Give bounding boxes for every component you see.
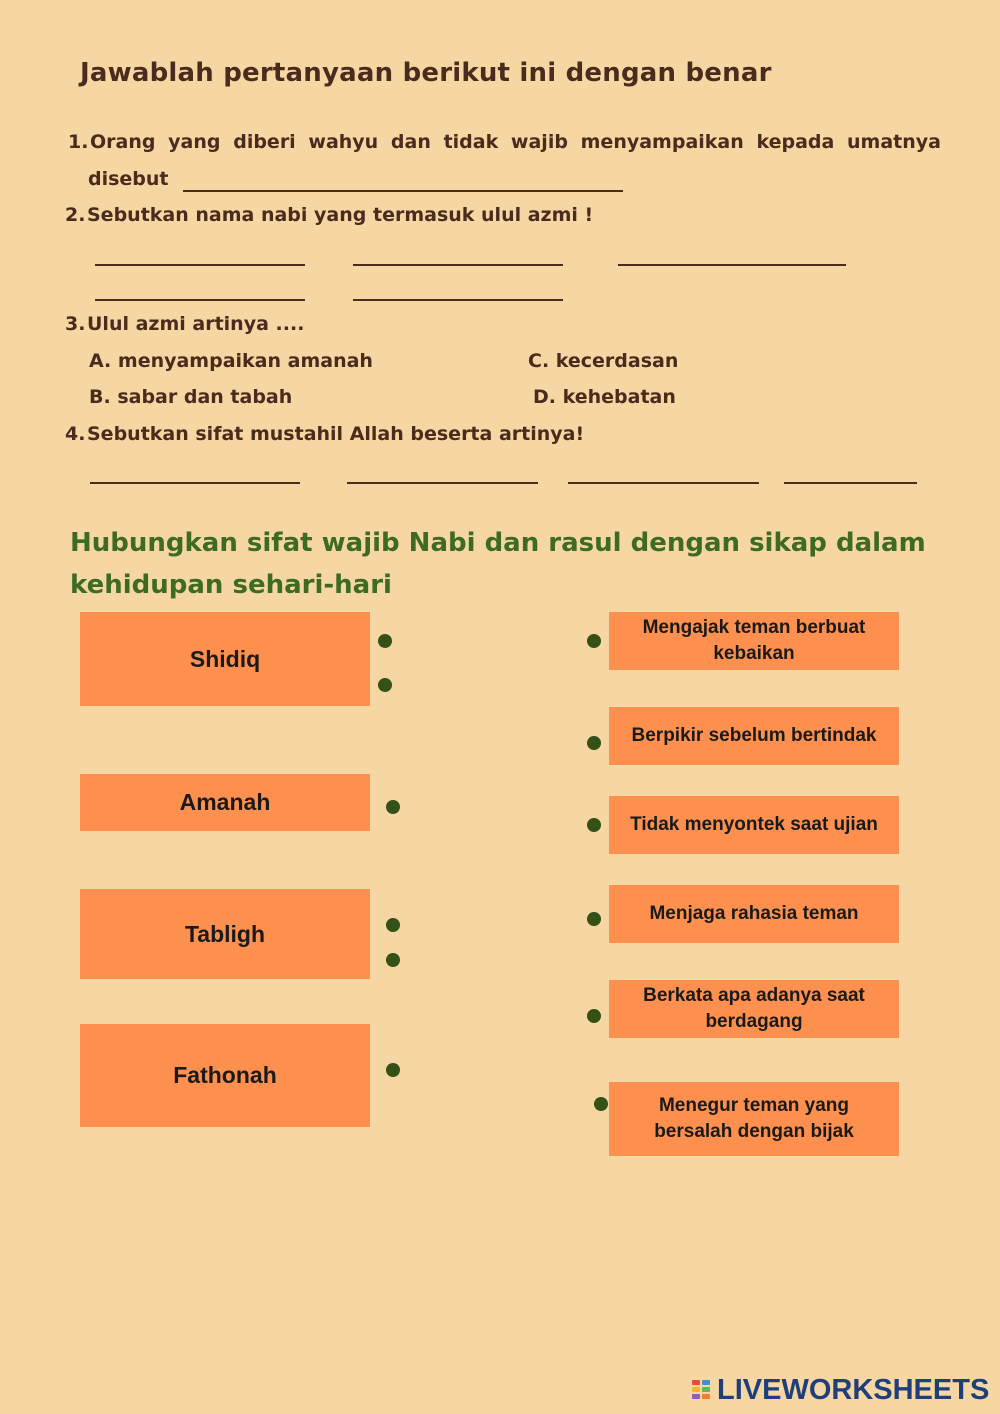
liveworksheets-logo-icon <box>692 1378 714 1402</box>
liveworksheets-logo-text: LIVEWORKSHEETS <box>717 1373 990 1406</box>
right-box-3: Tidak menyontek saat ujian <box>609 796 899 854</box>
left-box-amanah: Amanah <box>80 774 370 831</box>
question-2 <box>65 204 593 226</box>
answer-blank-2e[interactable] <box>353 299 563 301</box>
left-dot-shidiq-1[interactable] <box>378 634 392 648</box>
right-box-4: Menjaga rahasia teman <box>609 885 899 943</box>
answer-blank-4a[interactable] <box>90 482 300 484</box>
answer-blank-1[interactable] <box>183 190 623 192</box>
option-d[interactable]: D. kehebatan <box>533 386 676 408</box>
left-dot-shidiq-2[interactable] <box>378 678 392 692</box>
question-1-number: 1. <box>68 131 89 153</box>
question-3 <box>65 313 304 335</box>
question-1 <box>68 131 941 153</box>
question-1-text: Orang yang diberi wahyu dan tidak wajib menyampaikan kepada umatnya <box>90 131 941 153</box>
answer-blank-2c[interactable] <box>618 264 846 266</box>
right-dot-3[interactable] <box>587 818 601 832</box>
left-box-fathonah: Fathonah <box>80 1024 370 1127</box>
question-1-line2: disebut <box>88 168 169 190</box>
left-dot-tabligh-1[interactable] <box>386 918 400 932</box>
left-box-tabligh: Tabligh <box>80 889 370 979</box>
right-box-5: Berkata apa adanya saat berdagang <box>609 980 899 1038</box>
question-4-number: 4. <box>65 423 86 445</box>
right-box-2: Berpikir sebelum bertindak <box>609 707 899 765</box>
question-2-number: 2. <box>65 204 86 226</box>
right-dot-5[interactable] <box>587 1009 601 1023</box>
right-dot-1[interactable] <box>587 634 601 648</box>
option-a[interactable]: A. menyampaikan amanah <box>89 350 373 372</box>
option-b[interactable]: B. sabar dan tabah <box>89 386 293 408</box>
option-c[interactable]: C. kecerdasan <box>528 350 679 372</box>
question-4-text: Sebutkan sifat mustahil Allah beserta artinya! <box>87 423 585 445</box>
question-3-number: 3. <box>65 313 86 335</box>
right-dot-6[interactable] <box>594 1097 608 1111</box>
question-2-text: Sebutkan nama nabi yang termasuk ulul azmi ! <box>87 204 594 226</box>
answer-blank-2b[interactable] <box>353 264 563 266</box>
right-dot-2[interactable] <box>587 736 601 750</box>
answer-blank-2a[interactable] <box>95 264 305 266</box>
right-dot-4[interactable] <box>587 912 601 926</box>
page-title: Jawablah pertanyaan berikut ini dengan benar <box>80 58 772 88</box>
answer-blank-4c[interactable] <box>568 482 759 484</box>
question-3-text: Ulul azmi artinya .... <box>87 313 305 335</box>
matching-heading: Hubungkan sifat wajib Nabi dan rasul dengan sikap dalam kehidupan sehari-hari <box>70 528 926 600</box>
right-box-1: Mengajak teman berbuat kebaikan <box>609 612 899 670</box>
left-box-shidiq: Shidiq <box>80 612 370 706</box>
answer-blank-4b[interactable] <box>347 482 538 484</box>
left-dot-amanah[interactable] <box>386 800 400 814</box>
right-box-6: Menegur teman yang bersalah dengan bijak <box>609 1082 899 1156</box>
question-4 <box>65 423 584 445</box>
answer-blank-4d[interactable] <box>784 482 917 484</box>
answer-blank-2d[interactable] <box>95 299 305 301</box>
liveworksheets-logo[interactable] <box>692 1374 989 1406</box>
left-dot-tabligh-2[interactable] <box>386 953 400 967</box>
left-dot-fathonah[interactable] <box>386 1063 400 1077</box>
